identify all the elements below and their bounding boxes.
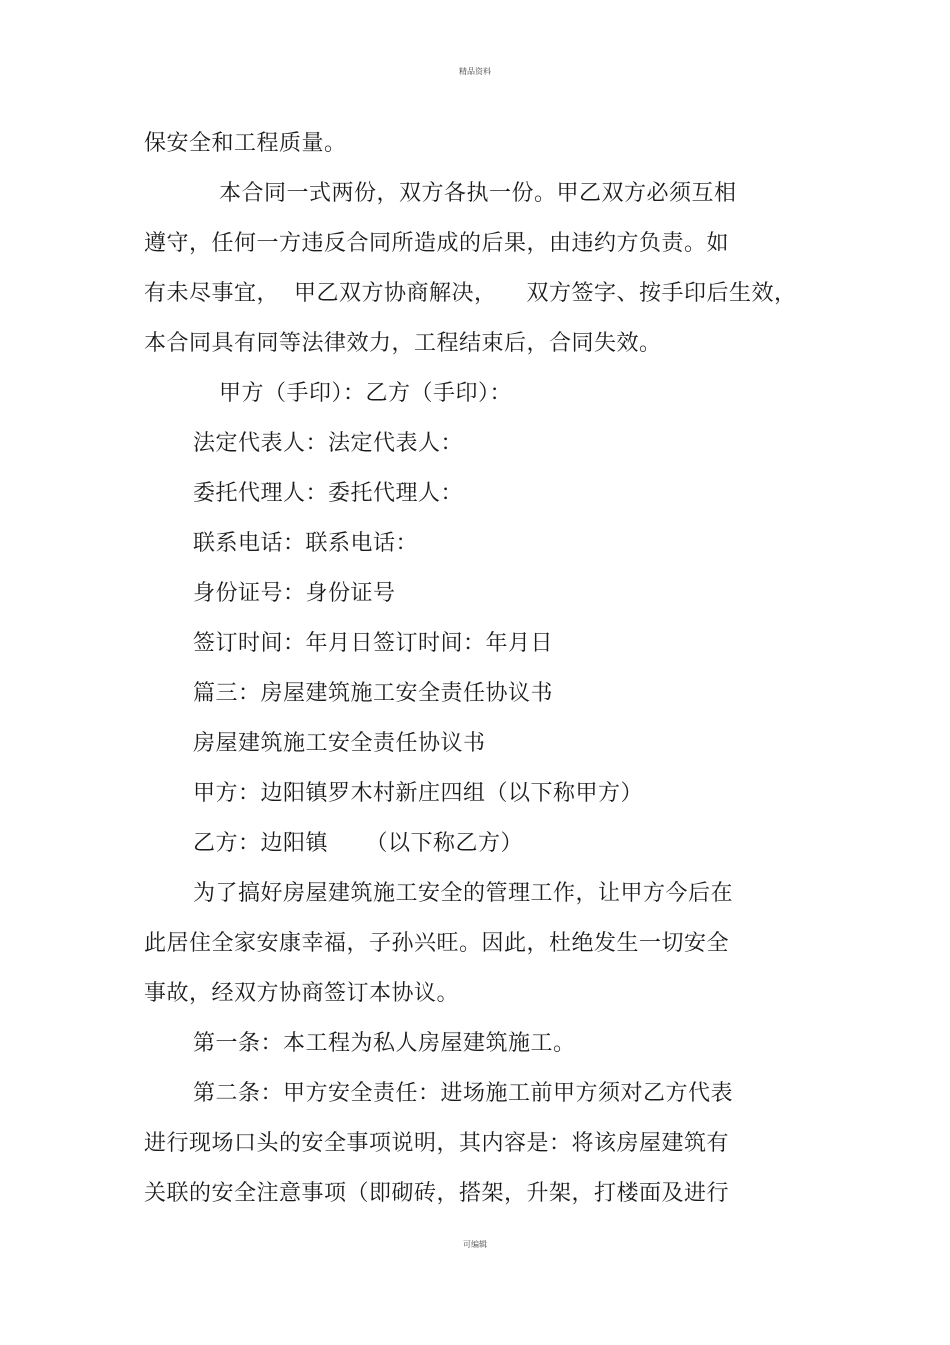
body-line: 保安全和工程质量。 [144,131,347,156]
party-b-line: 乙方：边阳镇 （以下称乙方） [193,831,523,856]
page-header: 精品资料 [459,67,491,76]
document-title: 房屋建筑施工安全责任协议书 [193,731,486,756]
page-footer: 可编辑 [463,1240,487,1249]
signature-line-party-a-b: 甲方（手印）：乙方（手印）： [219,381,513,406]
signature-line-agent: 委托代理人：委托代理人： [193,481,464,506]
signature-line-phone: 联系电话：联系电话： [193,531,419,556]
body-line: 本合同具有同等法律效力，工程结束后，合同失效。 [144,331,662,356]
article-one: 第一条：本工程为私人房屋建筑施工。 [193,1031,576,1056]
body-line: 有未尽事宜， 甲乙双方协商解决， 双方签字、按手印后生效， [144,281,797,306]
body-line: 遵守，任何一方违反合同所造成的后果，由违约方负责。如 [144,231,730,256]
body-line: 进行现场口头的安全事项说明，其内容是：将该房屋建筑有 [144,1131,730,1156]
article-two: 第二条：甲方安全责任：进场施工前甲方须对乙方代表 [193,1081,734,1106]
signature-line-id-number: 身份证号：身份证号 [193,581,396,606]
body-line: 为了搞好房屋建筑施工安全的管理工作，让甲方今后在 [193,881,734,906]
section-heading: 篇三：房屋建筑施工安全责任协议书 [193,681,554,706]
signature-line-date: 签订时间：年月日签订时间：年月日 [193,631,554,656]
body-line: 关联的安全注意事项（即砌砖，搭架，升架，打楼面及进行 [144,1181,730,1206]
body-line: 本合同一式两份，双方各执一份。甲乙双方必须互相 [219,181,737,206]
document-body [144,124,804,1224]
party-a-line: 甲方：边阳镇罗木村新庄四组（以下称甲方） [193,781,644,806]
signature-line-legal-rep: 法定代表人：法定代表人： [193,431,464,456]
body-line: 此居住全家安康幸福，子孙兴旺。因此，杜绝发生一切安全 [144,931,730,956]
body-line: 事故，经双方协商签订本协议。 [144,981,460,1006]
